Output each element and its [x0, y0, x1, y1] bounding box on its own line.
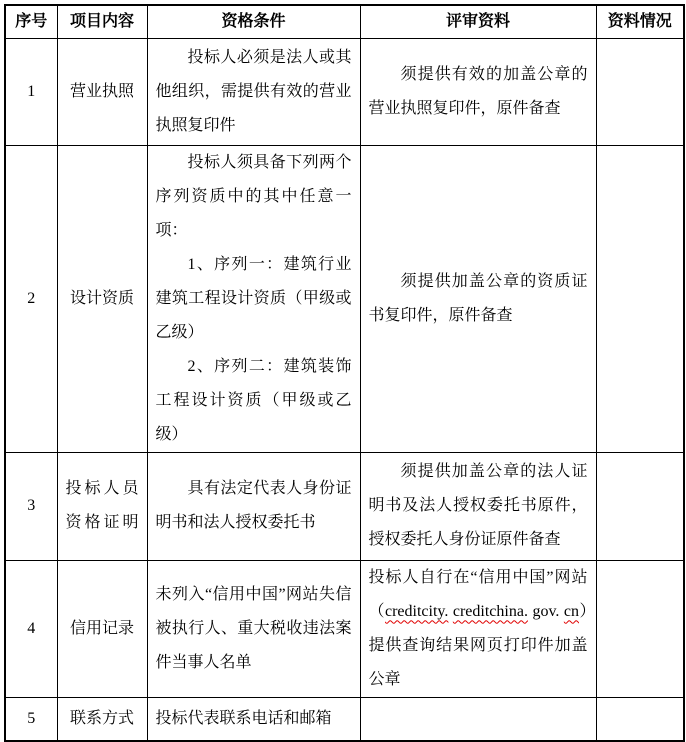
- condition-cell: [147, 452, 360, 560]
- condition-text: 1、序列一：建筑行业建筑工程设计资质（甲级或乙级）: [155, 255, 352, 341]
- condition-cell: [147, 145, 360, 452]
- item-text: 信用记录: [69, 619, 134, 637]
- seq-cell: 2: [5, 145, 57, 452]
- item-text: 投标人员资格证明: [65, 480, 139, 531]
- seq-cell: 3: [5, 452, 57, 560]
- status-cell: [596, 697, 684, 741]
- review-text: 须提供有效的加盖公章的营业执照复印件，原件备查: [368, 65, 588, 117]
- table-row-5: [5, 697, 684, 741]
- condition-cell: [147, 697, 360, 741]
- review-text: 须提供加盖公章的法人证明书及法人授权委托书原件，授权委托人身份证原件备查: [368, 463, 588, 548]
- status-cell: [596, 38, 684, 145]
- condition-text: 投标人必须是法人或其他组织，需提供有效的营业执照复印件: [155, 48, 352, 134]
- header-condition: 资格条件: [147, 5, 360, 38]
- header-seq: 序号: [5, 5, 57, 38]
- condition-cell: [147, 38, 360, 145]
- item-cell: [57, 145, 147, 452]
- header-status: 资料情况: [596, 5, 684, 38]
- seq-cell: 5: [5, 697, 57, 741]
- spellcheck-wavy-text: cn: [563, 602, 579, 620]
- status-cell: [596, 145, 684, 452]
- condition-text: 投标代表联系电话和邮箱: [155, 709, 332, 727]
- review-text-with-url: [369, 561, 588, 697]
- table-row-4: [5, 560, 684, 697]
- review-cell: [360, 697, 596, 741]
- review-cell: [360, 560, 596, 697]
- review-cell: [360, 38, 596, 145]
- text-segment: ）提供查询结果网页打印件加盖公章: [368, 602, 588, 688]
- spellcheck-wavy-text: creditcity.: [385, 602, 449, 620]
- header-review: 评审资料: [360, 5, 596, 38]
- condition-text: 投标人须具备下列两个序列资质中的其中任意一项：: [155, 153, 352, 239]
- condition-text: 未列入“信用中国”网站失信被执行人、重大税收违法案件当事人名单: [155, 585, 352, 671]
- table-row-3: [5, 452, 684, 560]
- review-text: 须提供加盖公章的资质证书复印件，原件备查: [368, 272, 588, 324]
- review-cell: [360, 145, 596, 452]
- seq-cell: 1: [5, 38, 57, 145]
- table-row-2: [5, 145, 684, 452]
- item-cell: [57, 452, 147, 560]
- spellcheck-wavy-text: creditchina.: [452, 602, 528, 620]
- status-cell: [596, 560, 684, 697]
- item-cell: [57, 697, 147, 741]
- qualification-review-table: [4, 4, 685, 742]
- item-cell: [57, 560, 147, 697]
- review-cell: [360, 452, 596, 560]
- header-row: [5, 5, 684, 38]
- status-cell: [596, 452, 684, 560]
- item-text: 营业执照: [69, 82, 134, 100]
- condition-text: 具有法定代表人身份证明书和法人授权委托书: [155, 480, 352, 531]
- item-text: 联系方式: [69, 709, 134, 727]
- item-cell: [57, 38, 147, 145]
- condition-text: 2、序列二：建筑装饰工程设计资质（甲级或乙级）: [155, 357, 352, 443]
- item-text: 设计资质: [69, 289, 134, 307]
- seq-cell: 4: [5, 560, 57, 697]
- text-segment: 投标人自行在“信用中国”网站（: [368, 568, 588, 620]
- header-item: 项目内容: [57, 5, 147, 38]
- condition-cell: [147, 560, 360, 697]
- text-segment: gov.: [527, 602, 564, 620]
- table-row-1: [5, 38, 684, 145]
